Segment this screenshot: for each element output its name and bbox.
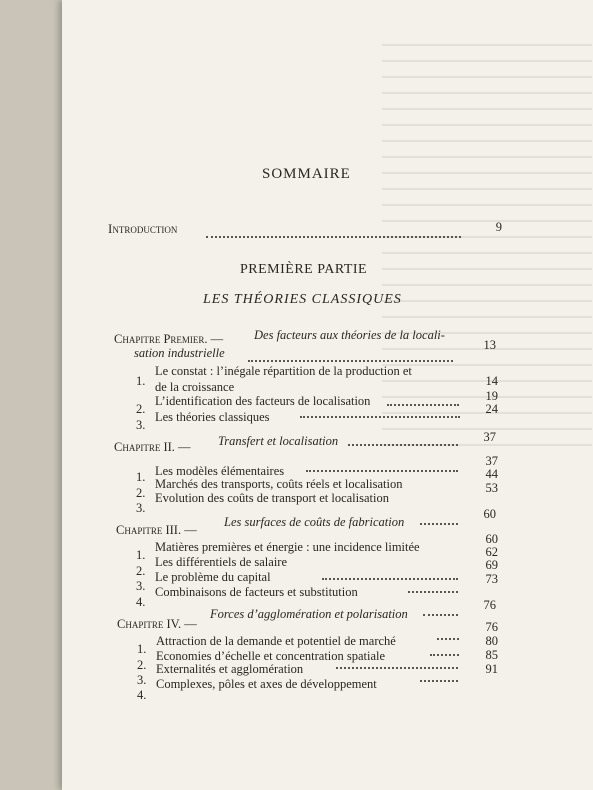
chapter-title: Des facteurs aux théories de la locali-	[254, 328, 445, 342]
part-subtitle: LES THÉORIES CLASSIQUES	[203, 292, 402, 307]
item-page: 44	[485, 467, 498, 481]
item-number: 2.	[137, 658, 147, 672]
leader-dots	[306, 458, 458, 472]
item-page: 76	[485, 620, 498, 634]
item-text: Les modèles élémentaires	[155, 464, 285, 478]
leader-dots	[322, 566, 458, 580]
chapter-label: Chapitre IV. —	[117, 617, 197, 631]
item-text: Le problème du capital	[155, 570, 271, 584]
item-number: 3.	[136, 501, 146, 515]
page-title: SOMMAIRE	[262, 166, 351, 182]
toc-introduction-label: Introduction	[108, 221, 178, 236]
item-page: 91	[485, 662, 498, 676]
item-text: Matières premières et énergie : une incidence limitée	[155, 540, 420, 554]
leader-dots	[437, 626, 459, 640]
item-text: Le constat : l’inégale répartition de la production et	[155, 364, 412, 378]
chapter-title: Les surfaces de coûts de fabrication	[224, 515, 405, 529]
leader-dots	[206, 224, 461, 238]
item-page: 69	[485, 558, 498, 572]
chapter-label: Chapitre III. —	[116, 523, 197, 537]
leader-dots	[248, 348, 453, 362]
item-page: 14	[485, 374, 498, 388]
item-text: Evolution des coûts de transport et localisation	[155, 491, 389, 505]
item-number: 4.	[136, 595, 146, 609]
item-number: 1.	[136, 470, 146, 484]
item-page: 24	[485, 402, 498, 416]
item-text: Les différentiels de salaire	[155, 555, 288, 569]
chapter-title: Transfert et localisation	[218, 434, 339, 448]
item-text: L’identification des facteurs de localisation	[155, 394, 371, 408]
leader-dots	[420, 511, 458, 525]
leader-dots	[430, 642, 459, 656]
chapter-label: Chapitre Premier. —	[114, 332, 224, 346]
item-number: 1.	[136, 548, 146, 562]
chapter-title-cont: sation industrielle	[134, 346, 225, 360]
item-number: 2.	[136, 486, 146, 500]
item-number: 3.	[137, 673, 147, 687]
item-number: 2.	[136, 564, 146, 578]
item-page: 80	[485, 634, 498, 648]
leader-dots	[300, 404, 460, 418]
item-number: 1.	[136, 374, 146, 388]
item-text: Marchés des transports, coûts réels et localisation	[155, 477, 403, 491]
item-page: 37	[485, 454, 498, 468]
item-text: Complexes, pôles et axes de développement	[156, 677, 377, 691]
leader-dots	[336, 655, 458, 669]
part-title: PREMIÈRE PARTIE	[240, 262, 368, 277]
item-number: 3.	[136, 418, 146, 432]
item-text: Les théories classiques	[155, 410, 270, 424]
chapter-title: Forces d’agglomération et polarisation	[210, 607, 408, 621]
item-page: 53	[485, 481, 498, 495]
item-page: 85	[485, 648, 498, 662]
leader-dots	[423, 602, 458, 616]
item-page: 73	[485, 572, 498, 586]
chapter-page: 76	[483, 598, 496, 612]
chapter-label: Chapitre II. —	[114, 440, 191, 454]
item-number: 2.	[136, 402, 146, 416]
item-text: Externalités et agglomération	[156, 662, 304, 676]
item-number: 3.	[136, 579, 146, 593]
item-text: Attraction de la demande et potentiel de marché	[156, 634, 396, 648]
leader-dots	[420, 668, 458, 682]
toc-introduction-page: 9	[495, 220, 502, 234]
item-page: 19	[485, 389, 498, 403]
chapter-page: 60	[483, 507, 496, 521]
item-number: 1.	[137, 642, 147, 656]
item-page: 60	[485, 532, 498, 546]
item-text-cont: de la croissance	[155, 380, 235, 394]
chapter-page: 13	[483, 338, 496, 352]
item-page: 62	[485, 545, 498, 559]
item-text: Economies d’échelle et concentration spatiale	[156, 649, 386, 663]
item-number: 4.	[137, 688, 147, 702]
leader-dots	[348, 432, 458, 446]
chapter-page: 37	[483, 430, 496, 444]
item-text: Combinaisons de facteurs et substitution	[155, 585, 358, 599]
leader-dots	[408, 579, 458, 593]
